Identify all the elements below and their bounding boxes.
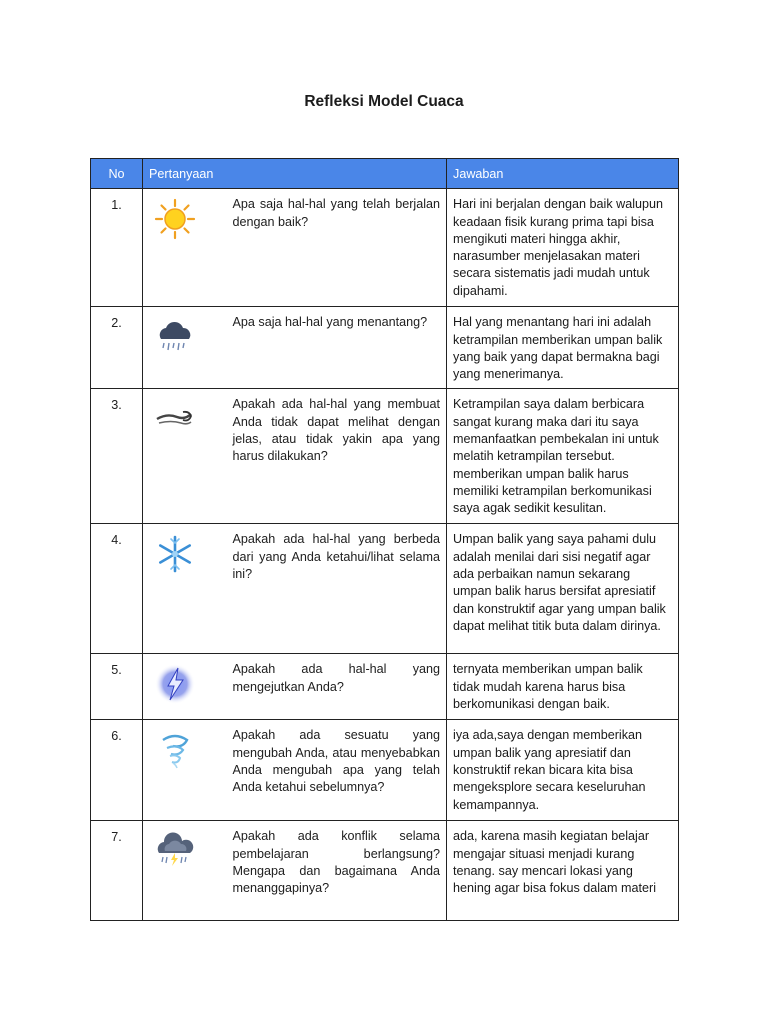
answer-text: Umpan balik yang saya pahami dulu adalah menilai dari sisi negatif agar ada perbaikan namun sekarang umpan balik harus bersifat apresiatif dan konstruktif agar yang umpan balik dapat melihat titik buta dalam dirinya.	[447, 524, 679, 654]
rain-cloud-icon	[153, 315, 197, 359]
lightning-icon	[153, 662, 197, 706]
answer-text: ada, karena masih kegiatan belajar mengajar situasi menjadi kurang tenang. say mencari lokasi yang hening agar bisa fokus dalam materi	[447, 821, 679, 921]
icon-cell	[143, 389, 227, 524]
header-question: Pertanyaan	[143, 159, 447, 189]
sun-icon	[153, 197, 197, 241]
table-row	[91, 821, 679, 921]
icon-cell	[143, 821, 227, 921]
question-text: Apakah ada konflik selama pembelajaran berlangsung? Mengapa dan bagaimana Anda menanggapinya?	[227, 821, 447, 921]
table-row	[91, 524, 679, 654]
header-answer: Jawaban	[447, 159, 679, 189]
row-number: 5.	[91, 654, 143, 720]
snowflake-icon	[153, 532, 197, 576]
answer-text: Hari ini berjalan dengan baik walupun keadaan fisik kurang prima tapi bisa mengikuti materi hingga akhir, narasumber menjelasakan materi secara sistematis jadi mudah untuk dipahami.	[447, 189, 679, 307]
header-no: No	[91, 159, 143, 189]
row-number: 2.	[91, 307, 143, 389]
question-text: Apakah ada hal-hal yang mengejutkan Anda?	[227, 654, 447, 720]
table-header-row	[91, 159, 679, 189]
row-number: 4.	[91, 524, 143, 654]
answer-text: iya ada,saya dengan memberikan umpan balik yang apresiatif dan konstruktif rekan bicara kita bisa mengeksplore secara keseluruhan kemampannya.	[447, 720, 679, 821]
icon-cell	[143, 720, 227, 821]
question-text: Apa saja hal-hal yang telah berjalan dengan baik?	[227, 189, 447, 307]
wind-icon	[153, 397, 197, 441]
tornado-icon	[153, 728, 197, 772]
row-number: 7.	[91, 821, 143, 921]
answer-text: ternyata memberikan umpan balik tidak mudah karena harus bisa berkomunikasi dengan baik.	[447, 654, 679, 720]
table-row	[91, 189, 679, 307]
icon-cell	[143, 654, 227, 720]
question-text: Apakah ada sesuatu yang mengubah Anda, atau menyebabkan Anda mengubah apa yang telah Anda ketahui sebelumnya?	[227, 720, 447, 821]
table-row	[91, 389, 679, 524]
storm-cloud-icon	[153, 829, 197, 873]
icon-cell	[143, 189, 227, 307]
page-title: Refleksi Model Cuaca	[304, 93, 464, 110]
icon-cell	[143, 524, 227, 654]
table-row	[91, 720, 679, 821]
question-text: Apakah ada hal-hal yang berbeda dari yang Anda ketahui/lihat selama ini?	[227, 524, 447, 654]
table-row	[91, 307, 679, 389]
answer-text: Ketrampilan saya dalam berbicara sangat kurang maka dari itu saya memanfaatkan pembekalan ini untuk melatih ketrampilan tersebut. memberikan umpan balik harus memiliki ketrampilan berkomunikasi saya agak sedikit kesulitan.	[447, 389, 679, 524]
question-text: Apakah ada hal-hal yang membuat Anda tidak dapat melihat dengan jelas, atau tidak yakin apa yang harus dilakukan?	[227, 389, 447, 524]
row-number: 3.	[91, 389, 143, 524]
row-number: 6.	[91, 720, 143, 821]
question-text: Apa saja hal-hal yang menantang?	[227, 307, 447, 389]
icon-cell	[143, 307, 227, 389]
row-number: 1.	[91, 189, 143, 307]
table-row	[91, 654, 679, 720]
reflection-table	[90, 158, 679, 921]
answer-text: Hal yang menantang hari ini adalah ketrampilan memberikan umpan balik yang baik yang dapat bermakna bagi yang menerimanya.	[447, 307, 679, 389]
